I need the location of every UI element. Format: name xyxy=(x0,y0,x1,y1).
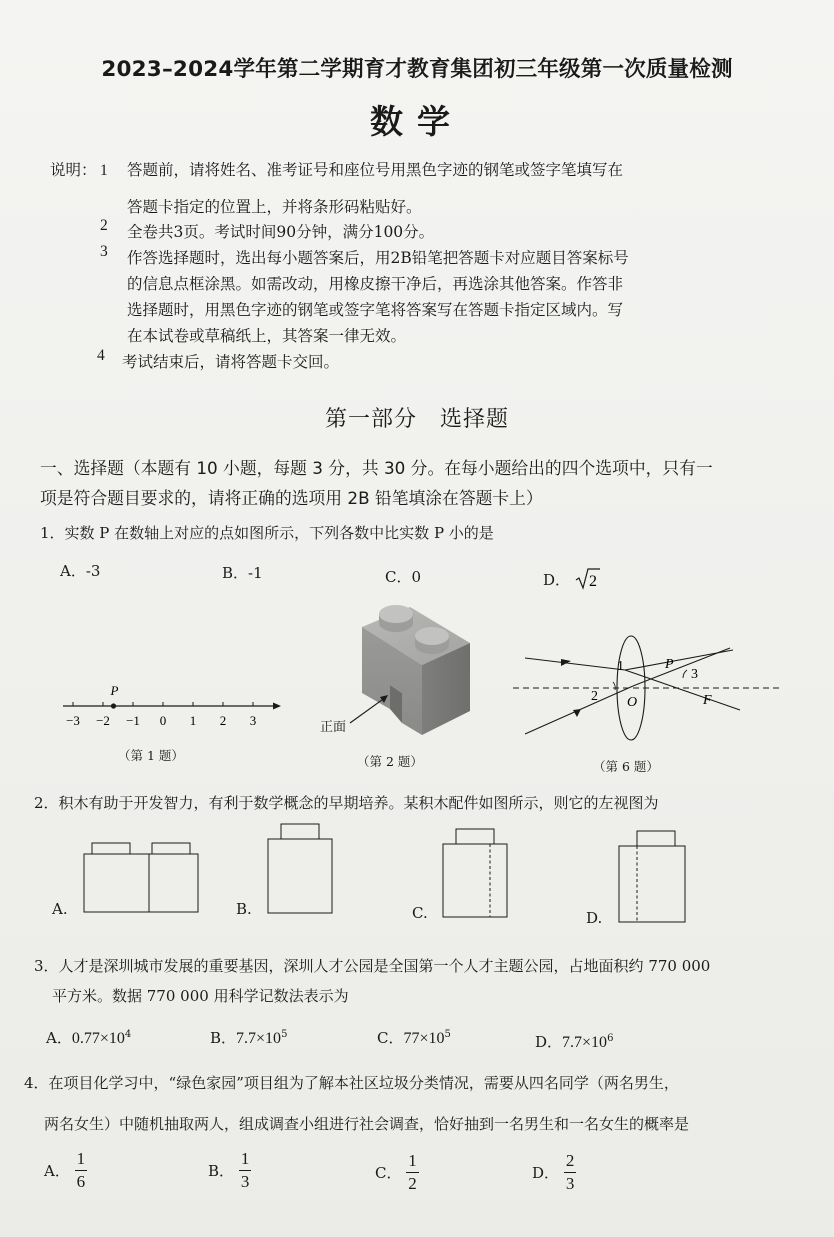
note-line: 考试结束后，请将答题卡交回。 xyxy=(122,353,340,371)
q1-option-a: A．-3 xyxy=(60,562,101,580)
fig6-caption: （第 6 题） xyxy=(593,759,659,774)
fraction xyxy=(75,1150,88,1191)
q4-option-b-label: B． xyxy=(208,1162,235,1180)
q1-option-c: C．0 xyxy=(385,568,422,586)
numerator: 1 xyxy=(239,1150,252,1171)
q2-option-a: A. xyxy=(52,900,68,918)
fraction xyxy=(564,1152,577,1193)
denominator: 2 xyxy=(408,1174,417,1193)
q4-line: 4．在项目化学习中，“绿色家园”项目组为了解本社区垃圾分类情况，需要从四名同学（两名男生， xyxy=(24,1074,679,1092)
notes-label: 说明： xyxy=(50,161,97,179)
q3-option-c-base: 77×10 xyxy=(403,1030,445,1047)
q3-option-a-base: 0.77×10 xyxy=(71,1030,125,1047)
q2-option-d-figure xyxy=(613,828,693,926)
q2-option-b: B. xyxy=(236,900,252,918)
q4-option-c xyxy=(375,1152,419,1193)
arrow-icon xyxy=(573,709,581,717)
note-line: 全卷共3页。考试时间90分钟，满分100分。 xyxy=(127,223,435,241)
note-line: 答题卡指定的位置上，并将条形码粘贴好。 xyxy=(127,198,422,216)
lens-figure xyxy=(505,628,785,753)
q3-option-c-label: C． xyxy=(377,1029,404,1047)
q4-option-a-label: A． xyxy=(44,1162,70,1180)
point-p-dot xyxy=(111,703,116,708)
point-p-label: P xyxy=(665,657,674,672)
q3-option-d xyxy=(535,1031,613,1052)
q3-option-c-exp: 5 xyxy=(444,1029,451,1040)
number-line-tick-label: 2 xyxy=(219,713,227,728)
arrow-icon xyxy=(561,659,571,666)
numerator: 1 xyxy=(75,1150,88,1171)
q1-option-d-radicand: 2 xyxy=(588,573,597,590)
q2-option-d: D. xyxy=(586,909,603,927)
q3-option-b xyxy=(210,1027,287,1048)
q1-option-d xyxy=(543,567,601,591)
q2-option-a-figure xyxy=(80,840,205,915)
q1-text: 1．实数 P 在数轴上对应的点如图所示，下列各数中比实数 P 小的是 xyxy=(40,524,494,542)
q3-option-b-exp: 5 xyxy=(281,1029,288,1040)
q2-option-c-figure xyxy=(438,826,513,921)
point-o-label: O xyxy=(627,695,638,710)
numerator: 1 xyxy=(406,1152,419,1173)
sqrt-icon xyxy=(575,567,601,591)
numerator: 2 xyxy=(564,1152,577,1173)
q3-option-d-exp: 6 xyxy=(607,1033,614,1044)
q4-option-c-label: C． xyxy=(375,1164,402,1182)
fig1-caption: （第 1 题） xyxy=(118,748,184,763)
q3-line: 平方米。数据 770 000 用科学记数法表示为 xyxy=(52,987,349,1005)
denominator: 3 xyxy=(240,1172,250,1191)
note-line: 的信息点框涂黑。如需改动，用橡皮擦干净后，再选涂其他答案。作答非 xyxy=(127,275,624,293)
angle-2-label: 2 xyxy=(591,689,598,704)
note-number: 3 xyxy=(100,243,108,260)
q4-option-d xyxy=(532,1152,576,1193)
q4-option-d-label: D． xyxy=(532,1164,560,1182)
q4-line: 两名女生）中随机抽取两人，组成调查小组进行社会调查，恰好抽到一名男生和一名女生的概率是 xyxy=(44,1115,690,1133)
note-line: 选择题时，用黑色字迹的钢笔或签字笔将答案写在答题卡指定区域内。写 xyxy=(127,301,624,319)
q3-option-b-base: 7.7×10 xyxy=(236,1030,282,1047)
note-line: 在本试卷或草稿纸上，其答案一律无效。 xyxy=(127,327,407,345)
note-number: 4 xyxy=(97,347,105,364)
q3-option-d-base: 7.7×10 xyxy=(562,1034,608,1051)
subject-title: 数学 xyxy=(370,102,464,141)
exam-title: 2023–2024学年第二学期育才教育集团初三年级第一次质量检测 xyxy=(101,57,733,82)
angle-3-label: 3 xyxy=(691,667,698,682)
section-line: 项是符合题目要求的，请将正确的选项用 2B 铅笔填涂在答题卡上） xyxy=(40,488,543,508)
q3-option-d-label: D． xyxy=(535,1033,563,1051)
q1-option-b: B．-1 xyxy=(222,564,263,582)
denominator: 6 xyxy=(76,1172,86,1191)
number-line-tick-label: 0 xyxy=(159,713,167,728)
part-title: 第一部分 选择题 xyxy=(324,407,509,432)
q3-option-a xyxy=(46,1027,131,1048)
number-line-tick-label: −1 xyxy=(126,713,140,728)
note-number: 2 xyxy=(100,217,108,234)
point-f-label: F xyxy=(703,693,712,708)
q3-option-c xyxy=(377,1027,451,1048)
point-p-label: P xyxy=(110,683,119,698)
q4-option-a xyxy=(44,1150,87,1191)
number-line-tick-label: 3 xyxy=(249,713,257,728)
number-line-tick-label: −3 xyxy=(66,713,80,728)
angle-1-label: 1 xyxy=(617,659,624,674)
q2-option-c: C. xyxy=(412,904,428,922)
note-line: 作答选择题时，选出每小题答案后，用2B铅笔把答题卡对应题目答案标号 xyxy=(127,249,629,267)
fraction xyxy=(406,1152,419,1193)
q3-option-b-label: B． xyxy=(210,1029,237,1047)
number-line-tick-label: 1 xyxy=(189,713,197,728)
fraction xyxy=(239,1150,252,1191)
number-line-figure xyxy=(55,680,295,740)
section-line: 一、选择题（本题有 10 小题，每题 3 分，共 30 分。在每小题给出的四个选项中，只有一 xyxy=(40,458,713,478)
denominator: 3 xyxy=(565,1174,575,1193)
number-line-tick-label: −2 xyxy=(96,713,110,728)
q2-text: 2．积木有助于开发智力，有利于数学概念的早期培养。某积木配件如图所示，则它的左视图为 xyxy=(34,794,659,812)
fig2-caption: （第 2 题） xyxy=(357,754,423,769)
arrow-icon xyxy=(273,703,281,710)
note-number: 1 xyxy=(100,162,108,179)
q1-option-d-label: D． xyxy=(543,571,571,589)
note-line: 答题前，请将姓名、准考证号和座位号用黑色字迹的钢笔或签字笔填写在 xyxy=(127,161,624,179)
q3-line: 3．人才是深圳城市发展的重要基因，深圳人才公园是全国第一个人才主题公园，占地面积约 770 000 xyxy=(34,957,711,975)
q4-option-b xyxy=(208,1150,251,1191)
front-label: 正面 xyxy=(320,720,347,735)
q3-option-a-label: A． xyxy=(46,1029,72,1047)
q2-option-b-figure xyxy=(262,820,337,915)
q3-option-a-exp: 4 xyxy=(124,1029,132,1040)
